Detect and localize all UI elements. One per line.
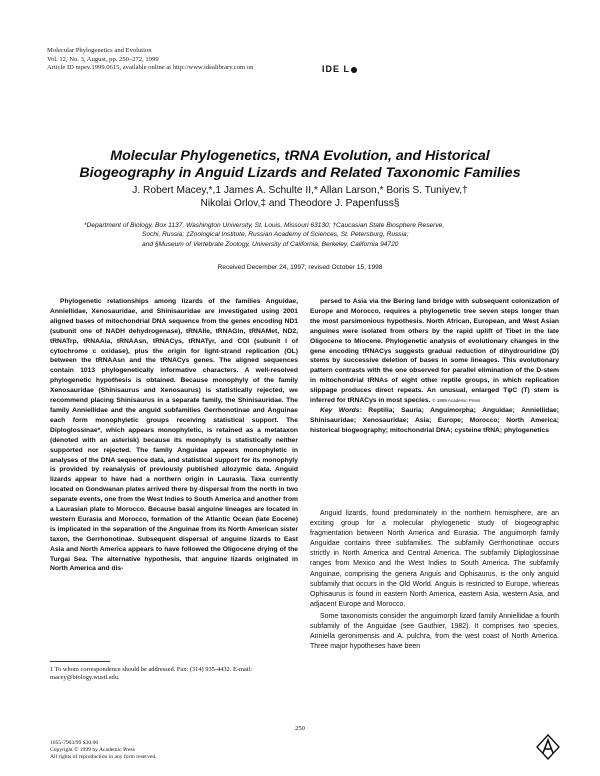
publisher-info bbox=[50, 740, 300, 761]
body-paragraph-1: Anguid lizards, found predominately in the northern hemisphere, are an exciting group for a molecular phylogenetic study of biogeographic fragmentation between North America and Eurasia. The anguimorph family Anguidae contains three subfamilies. The subfamily Gerrhonotinae occurs strictly in North America and Central America. The subfamily Diploglossinae ranges from Mexico and the West Indies to South America. The subfamily Anguinae, comprising the genera Anguis and Ophisaurus, is the only anguid subfamily that occurs in the Old World. Anguis is restricted to Europe, whereas Ophisaurus is found in eastern North America, eastern Asia, western Asia, and adjacent Europe and Morocco. bbox=[310, 510, 559, 608]
abstract-text-left: Phylogenetic relationships among lizards of the families Anguidae, Anniellidae, Xenosauridae, and Shinisauridae are investigated using 2001 aligned bases of mitochondrial DNA sequence from the genes encoding ND1 (subunit one of NADH dehydrogenase), tRNAIle, tRNAGln, tRNAMet, ND2, tRNATrp, tRNAAla, tRNAAsn, tRNACys, tRNATyr, and COI (subunit I of cytochrome c oxidase), plus the origin for light-strand replication (OL) between the tRNAAsn and the tRNACys genes. The aligned sequences contain 1013 phylogenetically informative characters. A well-resolved phylogenetic hypothesis is obtained. Because monophyly of the family Xenosauridae (Shinisaurus and Xenosaurus) is statistically rejected, we recommend placing Shinisaurus in a separate family, the Shinisauridae. The family Anniellidae and the anguid subfamilies Gerrhonotinae and Anguinae each form monophyletic groups receiving statistical support. The Diploglossinae*, which appears monophyletic, is retained as a metataxon (denoted with an asterisk) because its monophyly is statistically neither supported nor rejected. The family Anguidae appears monophyletic in analyses of the DNA sequence data, and statistical support for its monophyly is provided by reanalysis of previously published allozymic data. Anguid lizards appear to have had a northern origin in Laurasia. Taxa currently located on Gondwanan plates arrived there by dispersal from the north in two separate events, one from the West Indies to South America and another from a Laurasian plate to Morocco. Because basal anguine lineages are located in western Eurasia and Morocco, formation of the Atlantic Ocean (late Eocene) is implicated in the separation of the Anguinae from its North American sister taxon, the Gerrhonotinae. Subsequent dispersal of anguine lizards to East Asia and North America appears to have followed the Oligocene drying of the Turgai Sea. The alternative hypothesis, that anguine lizards originated in North America and dis- bbox=[50, 298, 298, 573]
affiliations bbox=[84, 221, 524, 249]
title-line-2: Biogeography in Anguid Lizards and Related Taxonomic Families bbox=[79, 165, 521, 181]
ideal-logo[interactable] bbox=[322, 64, 358, 74]
keywords-label: Key Words: bbox=[320, 406, 362, 414]
abstract-text-right bbox=[310, 297, 559, 406]
rights-notice: All rights of reproduction in any form reserved. bbox=[50, 753, 157, 760]
ideal-logo-dot-icon bbox=[351, 67, 357, 73]
author-list bbox=[60, 184, 540, 210]
abstract-text-right-body: persed to Asia via the Bering land bridge with subsequent colonization of Europe and Morocco, requires a phylogenetic tree seven steps longer than the most parsimonious hypothesis. North African, European, and West Asian anguines were isolated from others by the rapid uplift of Tibet in the late Oligocene to Miocene. Phylogenetic analysis of evolutionary changes in the gene encoding tRNACys suggests gradual reduction of dihydrouridine (D) stems by successive deletion of bases in some lineages. This evolutionary pattern contrasts with the one observed for parallel elimination of the D-stem in mitochondrial tRNAs of eight other reptile groups, in which replication slippage produces direct repeats. An unusual, enlarged TψC (T) stem is inferred for tRNACys in most species. bbox=[310, 298, 559, 405]
academic-press-emblem-icon bbox=[536, 734, 560, 760]
publisher-copyright: Copyright © 1999 by Academic Press bbox=[50, 746, 135, 753]
abstract-right-column bbox=[310, 297, 559, 436]
affiliation-line-2: Sochi, Russia; ‡Zoological Institute, Russian Academy of Sciences, St. Petersburg, Russia; bbox=[142, 231, 409, 239]
abstract-copyright: © 1999 Academic Press bbox=[432, 398, 481, 404]
footnote: 1 To whom correspondence should be addressed. Fax: (314) 935-4432. E-mail: macey@biology.wustl.edu. bbox=[50, 666, 253, 682]
authors-line-2: Nikolai Orlov,‡ and Theodore J. Papenfuss§ bbox=[200, 198, 400, 209]
ideal-logo-text: IDE L bbox=[322, 64, 351, 74]
journal-name: Molecular Phylogenetics and Evolution bbox=[47, 47, 152, 54]
article-title bbox=[60, 148, 540, 182]
abstract-left-column bbox=[50, 297, 298, 574]
article-id-line: Article ID mpev.1999.0615, available online at http://www.idealibrary.com on bbox=[47, 64, 254, 72]
body-paragraph-2: Some taxonomists consider the anguimorph lizard family Anniellidae a fourth subfamily of the Anguidae (see Gauthier, 1982). It comprises two species, Anniella geronimensis and A. pulchra, from the west coast of North America. Three major hypotheses have been bbox=[310, 612, 559, 651]
introduction-column bbox=[310, 509, 559, 654]
affiliation-line-3: and §Museum of Vertebrate Zoology, University of California, Berkeley, California 94720 bbox=[142, 240, 399, 248]
keywords bbox=[310, 406, 559, 436]
page-number: 250 bbox=[295, 725, 305, 732]
affiliation-line-1: *Department of Biology, Box 1137, Washington University, St. Louis, Missouri 63130; †Caucasian State Biosphere Reserve, bbox=[84, 222, 445, 229]
received-dates: Received December 24, 1997; revised October 15, 1998 bbox=[217, 264, 383, 271]
authors-line-1: J. Robert Macey,*,1 James A. Schulte II,* Allan Larson,* Boris S. Tuniyev,† bbox=[132, 185, 468, 196]
volume-line: Vol. 12, No. 3, August, pp. 250–272, 1999 bbox=[47, 55, 159, 63]
title-line-1: Molecular Phylogenetics, tRNA Evolution, and Historical bbox=[110, 148, 490, 164]
footnote-divider bbox=[50, 661, 110, 662]
issn-price: 1055-7903/99 $30.00 bbox=[50, 740, 99, 746]
keywords-list: Reptilia; Sauria; Anguimorpha; Anguidae; Anniellidae; Shinisauridae; Xenosauridae; Asia; Europe; Morocco; North America; historical biogeography; mitochondrial DNA; cysteine tRNA; phylogenetics bbox=[310, 406, 559, 434]
